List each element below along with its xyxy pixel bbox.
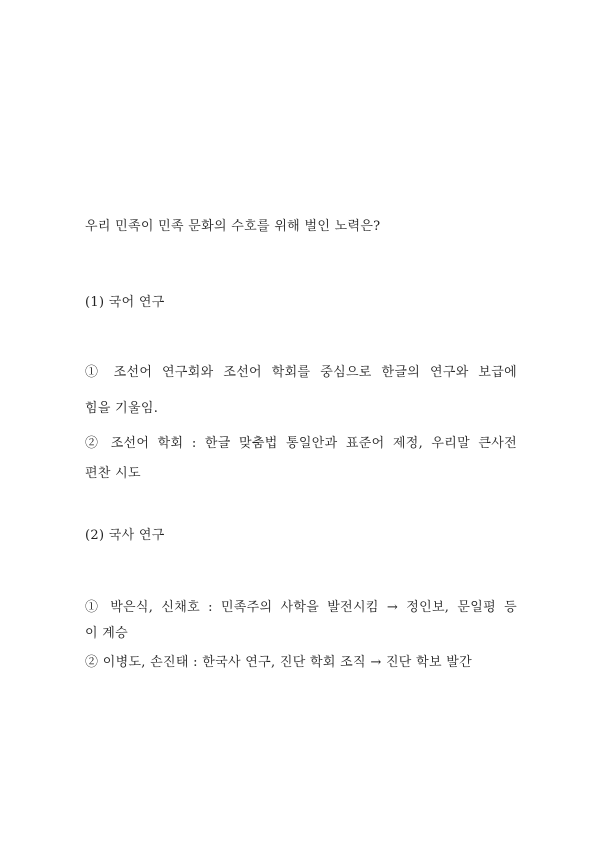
korean-history-item-1-line-1: ① 박은식, 신채호 : 민족주의 사학을 발전시킴 → 정인보, 문일평 등 <box>85 600 517 615</box>
korean-language-item-1-line-2: 힘을 기울임. <box>85 401 159 416</box>
korean-language-item-1-line-1: ① 조선어 연구회와 조선어 학회를 중심으로 한글의 연구와 보급에 <box>85 365 517 380</box>
korean-language-item-2-line-2: 편찬 시도 <box>85 466 141 481</box>
section-heading-korean-history: (2) 국사 연구 <box>85 528 165 543</box>
korean-history-item-2-line-1: ② 이병도, 손진태 : 한국사 연구, 진단 학회 조직 → 진단 학보 발간 <box>85 655 472 670</box>
korean-language-item-2-line-1: ② 조선어 학회 : 한글 맞춤법 통일안과 표준어 제정, 우리말 큰사전 <box>85 436 517 451</box>
question-text: 우리 민족이 민족 문화의 수호를 위해 벌인 노력은? <box>85 219 381 234</box>
korean-history-item-1-line-2: 이 계승 <box>85 626 129 641</box>
section-heading-korean-language: (1) 국어 연구 <box>85 295 165 310</box>
